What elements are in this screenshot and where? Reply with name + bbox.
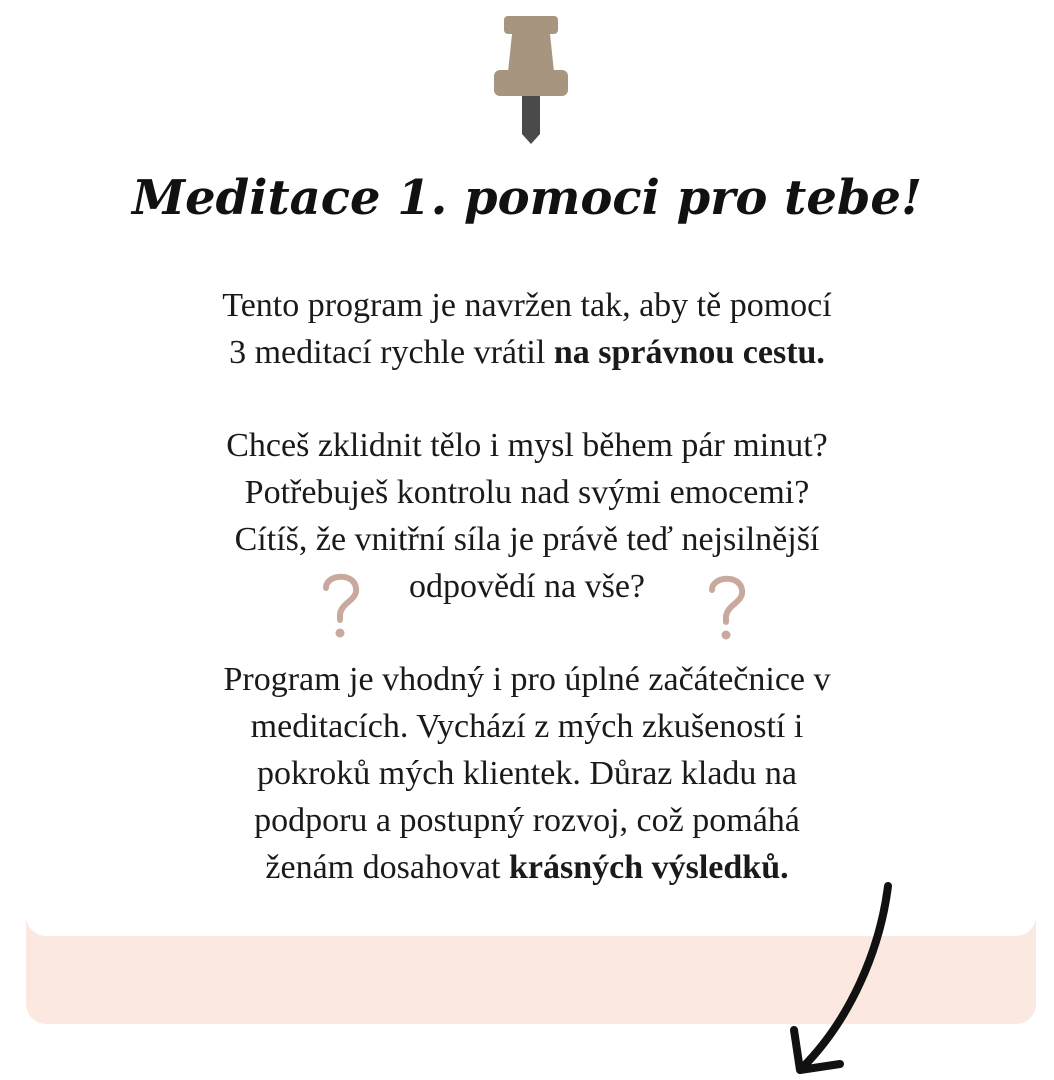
- description-line-4: podporu a postupný rozvoj, což pomáhá: [254, 802, 800, 839]
- description-line-3: pokroků mých klientek. Důraz kladu na: [256, 755, 798, 792]
- question-line-4: odpovědí na vše?: [408, 568, 646, 605]
- question-mark-icon: [318, 570, 362, 642]
- curved-arrow-icon: [780, 880, 900, 1080]
- page-title: Meditace 1. pomoci pro tebe!: [131, 170, 923, 226]
- description-emphasis: krásných výsledků.: [508, 849, 789, 886]
- push-pin-icon: [486, 10, 576, 150]
- questions-paragraph: [0, 422, 1054, 610]
- intro-emphasis: na správnou cestu.: [553, 334, 825, 371]
- intro-paragraph: [0, 282, 1054, 376]
- intro-line-2: 3 meditací rychle vrátil: [229, 334, 554, 371]
- description-paragraph: [0, 656, 1054, 891]
- description-line-2: meditacích. Vychází z mých zkušeností i: [250, 708, 804, 745]
- question-line-1: Chceš zklidnit tělo i mysl během pár minut?: [226, 427, 828, 464]
- question-mark-icon: [704, 572, 748, 644]
- description-line-1: Program je vhodný i pro úplné začátečnice v: [223, 661, 831, 698]
- intro-line-1: Tento program je navržen tak, aby tě pomocí: [222, 287, 832, 324]
- description-line-5: ženám dosahovat: [265, 849, 509, 886]
- question-line-2: Potřebuješ kontrolu nad svými emocemi?: [244, 474, 810, 511]
- question-line-3: Cítíš, že vnitřní síla je právě teď nejsilnější: [234, 521, 820, 558]
